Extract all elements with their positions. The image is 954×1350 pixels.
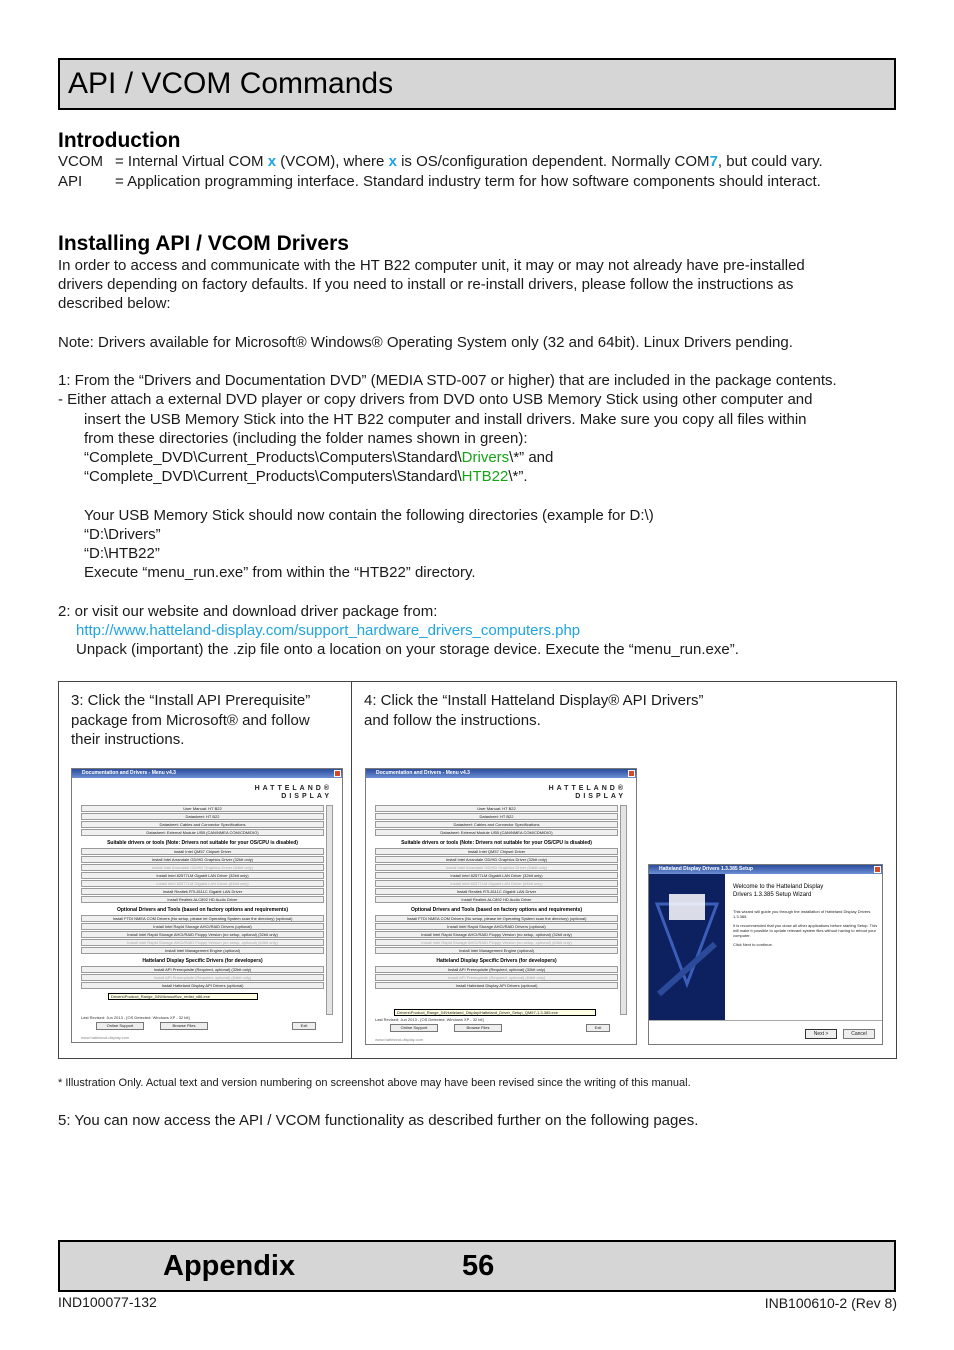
menu-item[interactable]: Install Intel Arrandale GD/HD Graphics Driver (32bit only) — [375, 856, 618, 863]
browse-files-button[interactable]: Browse Files — [454, 1024, 502, 1032]
step1-line: “D:\HTB22” — [84, 545, 160, 562]
website-footer: www.hatteland-display.com — [375, 1037, 424, 1042]
step2-line: Unpack (important) the .zip file onto a location on your storage device. Execute the “menu_run.exe”. — [76, 641, 739, 658]
hatteland-logo-sub: DISPLAY — [575, 793, 626, 800]
menu-rows — [81, 804, 324, 990]
menu-item[interactable]: Install Intel Management Engine (optional) — [375, 947, 618, 954]
menu-item[interactable]: Install API Prerequisite (Required, optional) (32bit only) — [81, 966, 324, 973]
footer-left-code: IND100077-132 — [58, 1294, 157, 1310]
hatteland-logo-sub: DISPLAY — [281, 793, 332, 800]
install-heading: Installing API / VCOM Drivers — [58, 232, 349, 255]
online-support-button[interactable]: Online Support — [96, 1022, 144, 1030]
menu-window-step3 — [71, 768, 343, 1043]
website-footer: www.hatteland-display.com — [81, 1035, 130, 1040]
scrollbar[interactable] — [620, 805, 627, 1015]
menu-item[interactable]: Install Intel Rapid Storage AHCI/RAID Drivers (optional) — [81, 923, 324, 930]
menu-item[interactable]: Install Realtek RTL8111C Gigabit LAN Driver — [81, 888, 324, 895]
menu-item-disabled: Install Intel Rapid Storage AHCI/RAID Floppy Version (no setup, optional) (64bit only) — [375, 939, 618, 946]
hatteland-logo: HATTELAND® — [254, 785, 332, 792]
drivers-path: “Complete_DVD\Current_Products\Computers\Standard\Drivers\*” and — [84, 449, 554, 466]
scrollbar[interactable] — [326, 805, 333, 1015]
window-titlebar: Documentation and Drivers - Menu v4.3 — [366, 769, 636, 778]
footer-right-code: INB100610-2 (Rev 8) — [764, 1295, 897, 1311]
menu-item[interactable]: Install Intel 82577LM Gigabit LAN Driver (32bit only) — [81, 872, 324, 879]
step4-line: and follow the instructions. — [364, 712, 541, 729]
menu-item-disabled: Install API Prerequisite (Required, optional) (64bit only) — [81, 974, 324, 981]
menu-item[interactable]: Install Intel Management Engine (optional) — [81, 947, 324, 954]
menu-item[interactable]: Install Intel QM57 Chipset Driver — [375, 848, 618, 855]
window-titlebar: Documentation and Drivers - Menu v4.3 — [72, 769, 342, 778]
step1-line: from these directories (including the folder names shown in green): — [84, 430, 528, 447]
step2-line: 2: or visit our website and download driver package from: — [58, 603, 438, 620]
browse-files-button[interactable]: Browse Files — [160, 1022, 208, 1030]
steps-divider — [351, 681, 352, 1059]
menu-item-disabled: Install Intel 82577LM Gigabit LAN Driver (64bit only) — [375, 880, 618, 887]
step1-line: insert the USB Memory Stick into the HT B22 computer and install drivers. Make sure you copy all files within — [84, 411, 807, 428]
menu-item[interactable]: Install Hatteland Display API Drivers (optional) — [375, 982, 618, 989]
close-icon[interactable] — [628, 770, 635, 777]
htb22-path: “Complete_DVD\Current_Products\Computers\Standard\HTB22\*”. — [84, 468, 528, 485]
wizard-banner — [649, 874, 725, 1020]
hatteland-emblem-icon — [649, 874, 725, 1020]
step1-line: - Either attach a external DVD player or copy drivers from DVD onto USB Memory Stick using other computer and — [58, 391, 813, 408]
install-para: described below: — [58, 295, 171, 312]
exit-button[interactable]: Exit — [586, 1024, 610, 1032]
tooltip-path: Drivers\Product_Range_04\Hatteland_Display\Hatteland_Driver_Setup_QM57-1.3.385.exe — [394, 1009, 596, 1016]
setup-wizard-window — [648, 864, 883, 1045]
menu-section: Hatteland Display Specific Drivers (for developers) — [436, 958, 557, 964]
wizard-titlebar: Hatteland Display Drivers 1.3.385 Setup — [649, 865, 882, 874]
step1-line: “D:\Drivers” — [84, 526, 161, 543]
step1-line: Execute “menu_run.exe” from within the “HTB22” directory. — [84, 564, 476, 581]
step1-line: 1: From the “Drivers and Documentation DVD” (MEDIA STD-007 or higher) that are included in the package contents. — [58, 372, 837, 389]
menu-item[interactable]: Datasheet: HT B22 — [375, 813, 618, 820]
step4-line: 4: Click the “Install Hatteland Display® API Drivers” — [364, 692, 704, 709]
online-support-button[interactable]: Online Support — [390, 1024, 438, 1032]
menu-item-disabled: Install Intel Rapid Storage AHCI/RAID Floppy Version (no setup, optional) (64bit only) — [81, 939, 324, 946]
last-revised: Last Revised: Jun 2013 - [OS Detected: Windows XP - 32 bit] — [375, 1017, 484, 1022]
step3-line: package from Microsoft® and follow — [71, 712, 310, 729]
menu-item[interactable]: Datasheet: Cables and Connector Specifications — [375, 821, 618, 828]
vcom-definition: = Internal Virtual COM x (VCOM), where x is OS/configuration dependent. Normally COM7, but could vary. — [115, 153, 823, 170]
footer-bar — [58, 1240, 896, 1292]
intro-heading: Introduction — [58, 129, 181, 152]
page-header — [58, 58, 896, 110]
menu-window-step4 — [365, 768, 637, 1045]
step1-line: Your USB Memory Stick should now contain the following directories (example for D:\) — [84, 507, 654, 524]
page-number: 56 — [462, 1250, 495, 1282]
menu-buttons — [390, 1024, 610, 1032]
wizard-heading: Welcome to the Hatteland Display Drivers 1.3.385 Setup Wizard — [733, 884, 824, 898]
tooltip-path: Drivers\Product_Range_04\Microsoft\vc_redist_x86.exe — [108, 993, 258, 1000]
menu-section: Optional Drivers and Tools (based on factory options and requirements) — [116, 907, 289, 913]
menu-rows — [375, 804, 618, 990]
menu-section: Suitable drivers or tools (Note: Drivers not suitable for your OS/CPU is disabled) — [401, 840, 592, 846]
menu-item[interactable]: Install Intel Arrandale GD/HD Graphics Driver (32bit only) — [81, 856, 324, 863]
close-icon[interactable] — [334, 770, 341, 777]
menu-item[interactable]: User Manual: HT B22 — [375, 805, 618, 812]
vcom-term: VCOM — [58, 153, 103, 170]
last-revised: Last Revised: Jun 2013 - [OS Detected: Windows XP - 32 bit] — [81, 1015, 190, 1020]
install-para: In order to access and communicate with the HT B22 computer unit, it may or may not already have pre-installed — [58, 257, 805, 274]
menu-item[interactable]: Install FTDI NMEA COM Drivers (No setup, please let Operating System scan the directory) (optional) — [375, 915, 618, 922]
menu-item[interactable]: Install API Prerequisite (Required, optional) (32bit only) — [375, 966, 618, 973]
api-term: API — [58, 173, 83, 190]
menu-item-disabled: Install Intel Arrandale GD/HD Graphics Driver (64bit only) — [375, 864, 618, 871]
menu-item[interactable]: Install Intel Rapid Storage AHCI/RAID Drivers (optional) — [375, 923, 618, 930]
hatteland-logo: HATTELAND® — [548, 785, 626, 792]
menu-item[interactable]: User Manual: HT B22 — [81, 805, 324, 812]
cancel-button[interactable]: Cancel — [843, 1029, 875, 1039]
exit-button[interactable]: Exit — [292, 1022, 316, 1030]
menu-buttons — [96, 1022, 316, 1030]
api-definition: = Application programming interface. Standard industry term for how software components should interact. — [115, 173, 821, 190]
os-note: Note: Drivers available for Microsoft® Windows® Operating System only (32 and 64bit). Linux Drivers pending. — [58, 334, 793, 351]
step3-line: their instructions. — [71, 731, 185, 748]
close-icon[interactable] — [874, 866, 881, 873]
menu-item[interactable]: Install Hatteland Display API Drivers (optional) — [81, 982, 324, 989]
menu-section: Suitable drivers or tools (Note: Drivers not suitable for your OS/CPU is disabled) — [107, 840, 298, 846]
menu-item[interactable]: Install FTDI NMEA COM Drivers (No setup, please let Operating System scan the directory) (optional) — [81, 915, 324, 922]
menu-section: Optional Drivers and Tools (based on factory options and requirements) — [410, 907, 583, 913]
menu-item[interactable]: Install Intel 82577LM Gigabit LAN Driver (32bit only) — [375, 872, 618, 879]
wizard-divider — [649, 1020, 882, 1021]
next-button[interactable]: Next > — [805, 1029, 837, 1039]
menu-item-disabled: Install Intel 82577LM Gigabit LAN Driver (64bit only) — [81, 880, 324, 887]
menu-item[interactable]: Datasheet: HT B22 — [81, 813, 324, 820]
menu-section: Hatteland Display Specific Drivers (for developers) — [142, 958, 263, 964]
menu-item[interactable]: Install Realtek ALC892 HD Audio Driver — [375, 896, 618, 903]
menu-item-disabled: Install API Prerequisite (Required, optional) (64bit only) — [375, 974, 618, 981]
menu-item[interactable]: Install Intel QM57 Chipset Driver — [81, 848, 324, 855]
menu-item[interactable]: Install Realtek ALC892 HD Audio Driver — [81, 896, 324, 903]
install-para: drivers depending on factory defaults. If you need to install or re-install drivers, please follow the instructions as — [58, 276, 794, 293]
illustration-note: * Illustration Only. Actual text and version numbering on screenshot above may have been revised since the writing of this manual. — [58, 1077, 691, 1089]
menu-item[interactable]: Install Realtek RTL8111C Gigabit LAN Driver — [375, 888, 618, 895]
menu-item[interactable]: Datasheet: External Module USB (CAN/NMEA COM/CDM/DIO) — [375, 829, 618, 836]
driver-download-link[interactable]: http://www.hatteland-display.com/support_hardware_drivers_computers.php — [76, 622, 581, 639]
footer-section: Appendix — [163, 1250, 296, 1282]
menu-item[interactable]: Datasheet: External Module USB (CAN/NMEA COM/CDM/DIO) — [81, 829, 324, 836]
menu-item[interactable]: Install Intel Rapid Storage AHCI/RAID Floppy Version (no setup, optional) (32bit only) — [81, 931, 324, 938]
page-title: API / VCOM Commands — [68, 67, 394, 100]
step3-line: 3: Click the “Install API Prerequisite” — [71, 692, 311, 709]
menu-item-disabled: Install Intel Arrandale GD/HD Graphics Driver (64bit only) — [81, 864, 324, 871]
step5-line: 5: You can now access the API / VCOM functionality as described further on the following pages. — [58, 1112, 699, 1129]
menu-item[interactable]: Install Intel Rapid Storage AHCI/RAID Floppy Version (no setup, optional) (32bit only) — [375, 931, 618, 938]
wizard-text: This wizard will guide you through the installation of Hatteland Display Drivers 1.3.385. It is recommended that you close all other applications before starting Setup. This will make it possible to update relevant system files without having to reboot your computer. Click Next to continue. — [733, 909, 878, 947]
menu-item[interactable]: Datasheet: Cables and Connector Specifications — [81, 821, 324, 828]
